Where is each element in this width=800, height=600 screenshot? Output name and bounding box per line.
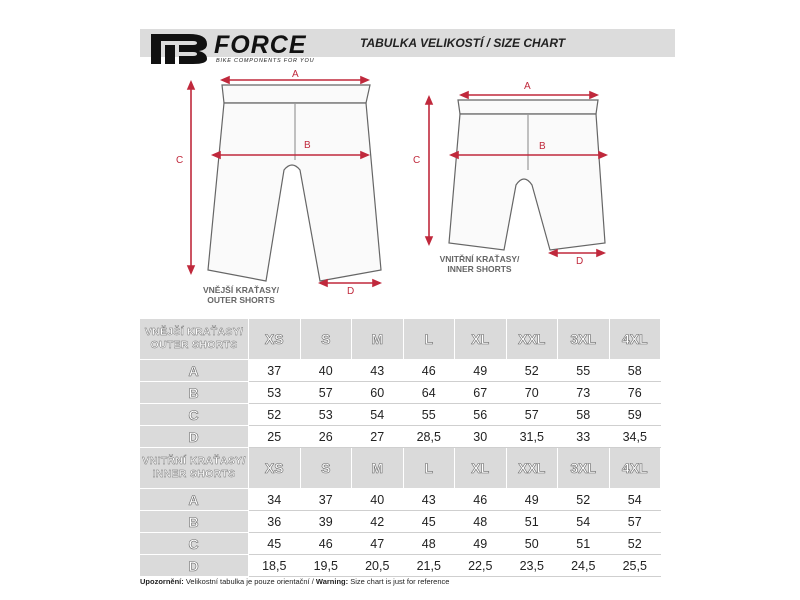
warning-cz-label: Upozornění: — [140, 577, 184, 586]
value-cell: 56 — [455, 404, 507, 426]
value-cell: 40 — [300, 360, 352, 382]
table-row — [140, 426, 661, 448]
value-cell: 48 — [403, 533, 455, 555]
value-cell: 18,5 — [249, 555, 301, 577]
value-cell: 37 — [300, 489, 352, 511]
size-header-cell: L — [403, 319, 455, 360]
value-cell: 37 — [249, 360, 301, 382]
value-cell: 25 — [249, 426, 301, 448]
outer-label-c: C — [176, 155, 184, 166]
value-cell: 47 — [352, 533, 404, 555]
warning-note — [140, 577, 449, 586]
value-cell: 54 — [352, 404, 404, 426]
value-cell: 58 — [609, 360, 661, 382]
inner-label-b: B — [539, 141, 546, 152]
table-row — [140, 511, 661, 533]
value-cell: 46 — [300, 533, 352, 555]
table-row — [140, 404, 661, 426]
outer-shorts-drawing — [208, 85, 381, 281]
group-title-line1: VNITŘNÍ KRAŤASY/ — [142, 455, 246, 467]
row-label: C — [140, 404, 249, 426]
size-header-cell: M — [352, 319, 404, 360]
size-header-cell: XS — [249, 448, 301, 489]
size-header-cell: XL — [455, 319, 507, 360]
value-cell: 58 — [558, 404, 610, 426]
value-cell: 24,5 — [558, 555, 610, 577]
value-cell: 57 — [300, 382, 352, 404]
value-cell: 73 — [558, 382, 610, 404]
value-cell: 54 — [558, 511, 610, 533]
value-cell: 25,5 — [609, 555, 661, 577]
size-header-cell: 3XL — [558, 448, 610, 489]
row-label: A — [140, 360, 249, 382]
value-cell: 45 — [249, 533, 301, 555]
value-cell: 20,5 — [352, 555, 404, 577]
group-title — [140, 448, 249, 489]
group-title-line1: VNĚJŠÍ KRAŤASY/ — [144, 326, 244, 338]
value-cell: 34 — [249, 489, 301, 511]
table-row — [140, 489, 661, 511]
outer-caption-line1: VNĚJŠÍ KRAŤASY/ — [202, 285, 280, 295]
table-row — [140, 382, 661, 404]
value-cell: 30 — [455, 426, 507, 448]
outer-label-a: A — [292, 69, 299, 80]
size-header-cell: L — [403, 448, 455, 489]
value-cell: 27 — [352, 426, 404, 448]
value-cell: 39 — [300, 511, 352, 533]
value-cell: 54 — [609, 489, 661, 511]
group-title-line2: INNER SHORTS — [152, 468, 236, 480]
value-cell: 55 — [403, 404, 455, 426]
size-table-body — [140, 319, 661, 577]
value-cell: 76 — [609, 382, 661, 404]
size-header-cell: M — [352, 448, 404, 489]
size-header-cell: XXL — [506, 448, 558, 489]
size-header-row — [140, 319, 661, 360]
value-cell: 45 — [403, 511, 455, 533]
value-cell: 52 — [609, 533, 661, 555]
value-cell: 46 — [455, 489, 507, 511]
size-header-row — [140, 448, 661, 489]
group-title-line2: OUTER SHORTS — [150, 339, 238, 351]
value-cell: 48 — [455, 511, 507, 533]
inner-label-d: D — [576, 256, 584, 267]
inner-caption-line1: VNITŘNÍ KRAŤASY/ — [439, 254, 520, 264]
value-cell: 67 — [455, 382, 507, 404]
value-cell: 51 — [506, 511, 558, 533]
value-cell: 46 — [403, 360, 455, 382]
value-cell: 70 — [506, 382, 558, 404]
size-header-cell: S — [300, 319, 352, 360]
inner-label-c: C — [413, 155, 421, 166]
size-header-cell: 4XL — [609, 448, 661, 489]
inner-label-a: A — [524, 81, 531, 92]
value-cell: 34,5 — [609, 426, 661, 448]
value-cell: 33 — [558, 426, 610, 448]
size-header-cell: XS — [249, 319, 301, 360]
value-cell: 57 — [609, 511, 661, 533]
value-cell: 52 — [249, 404, 301, 426]
value-cell: 19,5 — [300, 555, 352, 577]
value-cell: 23,5 — [506, 555, 558, 577]
value-cell: 55 — [558, 360, 610, 382]
size-header-cell: XXL — [506, 319, 558, 360]
size-header-cell: 4XL — [609, 319, 661, 360]
value-cell: 22,5 — [455, 555, 507, 577]
value-cell: 49 — [506, 489, 558, 511]
row-label: B — [140, 511, 249, 533]
value-cell: 50 — [506, 533, 558, 555]
logo-wordmark: FORCE — [214, 31, 307, 59]
outer-shorts-caption — [196, 285, 286, 305]
value-cell: 49 — [455, 533, 507, 555]
value-cell: 43 — [403, 489, 455, 511]
group-title — [140, 319, 249, 360]
table-row — [140, 533, 661, 555]
size-header-cell: XL — [455, 448, 507, 489]
value-cell: 40 — [352, 489, 404, 511]
outer-label-b: B — [304, 140, 311, 151]
size-table — [139, 318, 661, 577]
value-cell: 57 — [506, 404, 558, 426]
warning-en-label: Warning: — [315, 577, 349, 586]
inner-shorts-drawing — [449, 100, 605, 250]
row-label: A — [140, 489, 249, 511]
logo-tagline: BIKE COMPONENTS FOR YOU — [216, 58, 315, 64]
size-header-cell: S — [300, 448, 352, 489]
outer-caption-line2: OUTER SHORTS — [207, 295, 275, 305]
value-cell: 64 — [403, 382, 455, 404]
value-cell: 53 — [249, 382, 301, 404]
row-label: B — [140, 382, 249, 404]
value-cell: 51 — [558, 533, 610, 555]
row-label: C — [140, 533, 249, 555]
outer-label-d: D — [347, 286, 355, 297]
size-header-cell: 3XL — [558, 319, 610, 360]
inner-shorts-caption — [432, 254, 527, 274]
row-label: D — [140, 555, 249, 577]
value-cell: 49 — [455, 360, 507, 382]
value-cell: 36 — [249, 511, 301, 533]
value-cell: 42 — [352, 511, 404, 533]
value-cell: 31,5 — [506, 426, 558, 448]
value-cell: 53 — [300, 404, 352, 426]
value-cell: 59 — [609, 404, 661, 426]
inner-caption-line2: INNER SHORTS — [447, 264, 512, 274]
value-cell: 52 — [506, 360, 558, 382]
row-label: D — [140, 426, 249, 448]
warning-cz-text: Velikostní tabulka je pouze orientační / — [183, 577, 316, 586]
value-cell: 28,5 — [403, 426, 455, 448]
value-cell: 43 — [352, 360, 404, 382]
value-cell: 60 — [352, 382, 404, 404]
value-cell: 21,5 — [403, 555, 455, 577]
page-title: TABULKA VELIKOSTÍ / SIZE CHART — [360, 36, 566, 50]
value-cell: 26 — [300, 426, 352, 448]
value-cell: 52 — [558, 489, 610, 511]
table-row — [140, 360, 661, 382]
table-row — [140, 555, 661, 577]
warning-en-text: Size chart is just for reference — [348, 577, 450, 586]
